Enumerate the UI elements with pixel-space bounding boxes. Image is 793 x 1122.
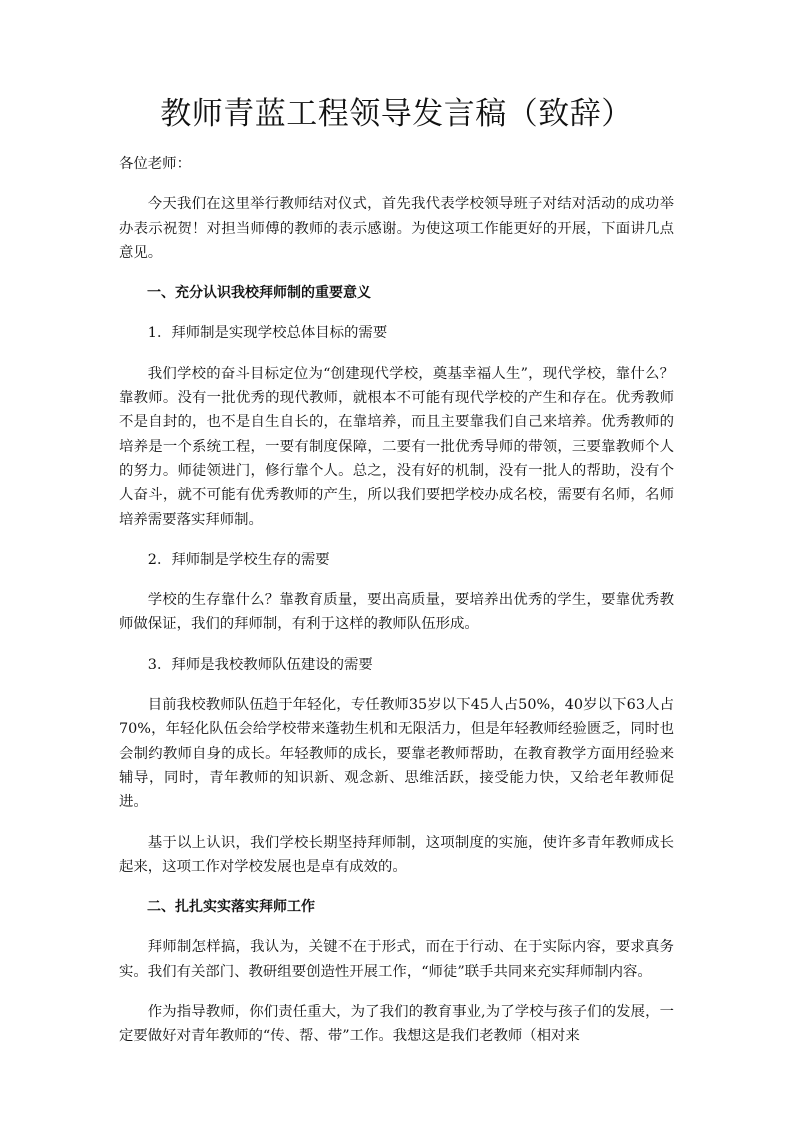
paragraph-2-2: 作为指导教师，你们责任重大，为了我们的教育事业,为了学校与孩子们的发展，一定要做好对青年教师的“传、帮、带”工作。我想这是我们老教师（相对来 <box>119 1004 674 1045</box>
document-title: 教师青蓝工程领导发言稿（致辞） <box>160 96 633 132</box>
document-body <box>119 152 674 1049</box>
paragraph-1-3: 目前我校教师队伍趋于年轻化，专任教师35岁以下45人占50%，40岁以下63人占70%，年轻化队伍会给学校带来蓬勃生机和无限活力，但是年轻教师经验匮乏，同时也会制约教师自身的成长。年轻教师的成长，要靠老教师帮助，在教育教学方面用经验来辅导，同时，青年教师的知识新、观念新、思维活跃，接受能力快，又给老年教师促进。 <box>119 697 674 811</box>
subheading-1-2: 2．拜师制是学校生存的需要 <box>147 551 330 568</box>
paragraph-2-1: 拜师制怎样搞，我认为，关键不在于形式，而在于行动、在于实际内容，要求真务实。我们有关部门、教研组要创造性开展工作，“师徒”联手共同来充实拜师制内容。 <box>119 939 674 980</box>
section-heading-1: 一、充分认识我校拜师制的重要意义 <box>147 285 371 302</box>
paragraph-opening: 今天我们在这里举行教师结对仪式，首先我代表学校领导班子对结对活动的成功举办表示祝贺！对担当师傅的教师的表示感谢。为使这项工作能更好的开展，下面讲几点意见。 <box>119 196 674 261</box>
subheading-1-1: 1．拜师制是实现学校总体目标的需要 <box>147 325 388 342</box>
paragraph-1-1: 我们学校的奋斗目标定位为“创建现代学校，奠基幸福人生”，现代学校，靠什么？靠教师。没有一批优秀的现代教师，就根本不可能有现代学校的产生和存在。优秀教师不是自封的，也不是自生自长的，在靠培养，而且主要靠我们自己来培养。优秀教师的培养是一个系统工程，一要有制度保障，二要有一批优秀导师的带领，三要靠教师个人的努力。师徒领进门，修行靠个人。总之，没有好的机制，没有一批人的帮助，没有个人奋斗，就不可能有优秀教师的产生，所以我们要把学校办成名校，需要有名师，名师培养需要落实拜师制。 <box>119 365 674 528</box>
salutation: 各位老师： <box>119 156 191 172</box>
subheading-1-3: 3．拜师是我校教师队伍建设的需要 <box>147 656 373 673</box>
section-heading-2: 二、扎扎实实落实拜师工作 <box>147 899 315 916</box>
paragraph-summary: 基于以上认识，我们学校长期坚持拜师制，这项制度的实施，使许多青年教师成长起来，这项工作对学校发展也是卓有成效的。 <box>119 834 674 875</box>
paragraph-1-2: 学校的生存靠什么？靠教育质量，要出高质量，要培养出优秀的学生，要靠优秀教师做保证，我们的拜师制，有利于这样的教师队伍形成。 <box>119 592 674 633</box>
